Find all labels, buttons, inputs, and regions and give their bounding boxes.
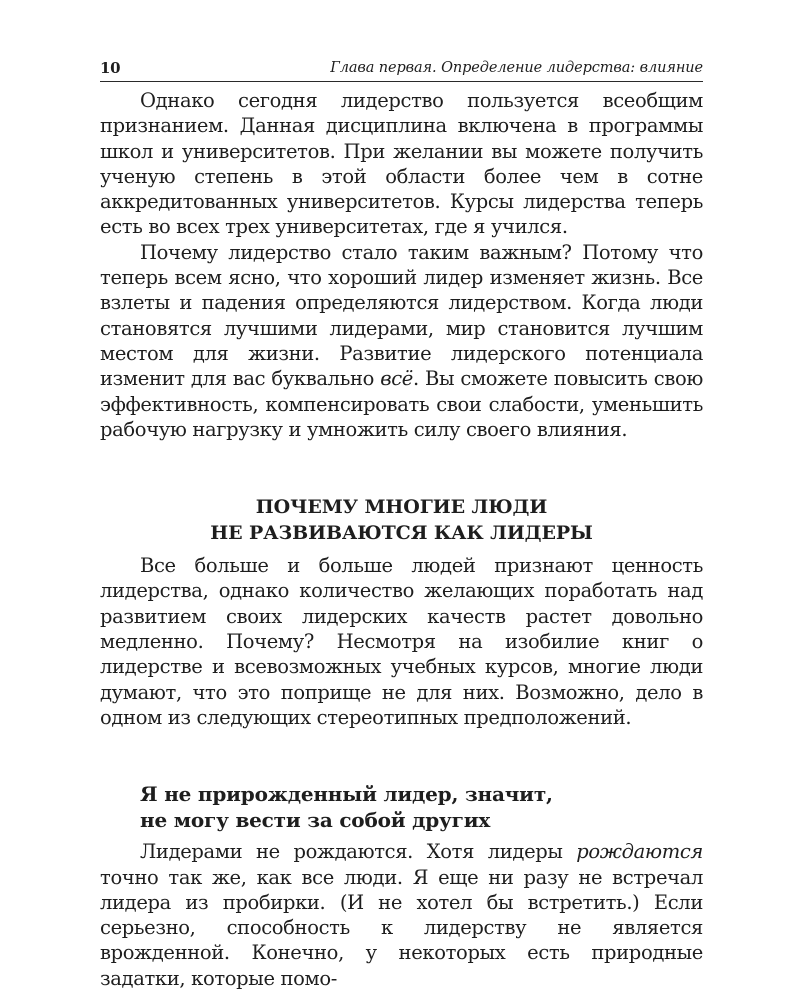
section-heading-line-2: НЕ РАЗВИВАЮТСЯ КАК ЛИДЕРЫ <box>210 522 593 545</box>
section-heading-line-1: ПОЧЕМУ МНОГИЕ ЛЮДИ <box>255 496 548 519</box>
chapter-title: Глава первая. Определение лидерства: влияние <box>330 60 703 76</box>
paragraph-3: Все больше и больше людей признают ценность лидерства, однако количество желающих поработать над развитием своих лидерских качеств растет довольно медленно. Почему? Несмотря на изобилие книг о лидерстве и всевозможных учебных курсов, многие люди думают, что это поприще не для них. Возможно, дело в одном из следующих стереотипных предположений. <box>100 554 703 729</box>
paragraph-4-text-start: Лидерами не рождаются. Хотя лидеры <box>140 840 577 864</box>
section-heading <box>100 494 703 546</box>
sub-heading <box>100 782 703 833</box>
paragraph-2-text-end: . Вы сможете повысить свою эффективность, компенсировать свои слабости, уменьшить рабочую нагрузку и умножить силу своего влияния. <box>100 367 703 441</box>
paragraph-1: Однако сегодня лидерство пользуется всеобщим признанием. Данная дисциплина включена в программы школ и университетов. При желании вы можете получить ученую степень в этой области более чем в сотне аккредитованных университетов. Курсы лидерства теперь есть во всех трех университетах, где я учился. <box>100 89 703 239</box>
running-header <box>100 57 703 82</box>
paragraph-2 <box>100 240 703 442</box>
sub-heading-line-2: не могу вести за собой других <box>140 807 491 832</box>
text-column <box>100 88 703 991</box>
paragraph-2-emphasis: всё <box>380 367 413 391</box>
sub-heading-line-1: Я не прирожденный лидер, значит, <box>140 782 553 807</box>
paragraph-4-emphasis: рождаются <box>576 840 703 864</box>
paragraph-4-text-end: точно так же, как все люди. Я еще ни разу не встречал лидера из пробирки. (И не хотел бы встретить.) Если серьезно, способность к лидерству не является врожденной. Конечно, у некоторых есть природные задатки, которые помо- <box>100 865 703 990</box>
paragraph-2-text-start: Почему лидерство стало таким важным? Потому что теперь всем ясно, что хороший лидер изменяет жизнь. Все взлеты и падения определяются лидерством. Когда люди становятся лучшими лидерами, мир становится лучшим местом для жизни. Развитие лидерского потенциала изменит для вас буквально <box>100 240 703 391</box>
page-number: 10 <box>100 59 121 77</box>
paragraph-4 <box>100 839 703 991</box>
